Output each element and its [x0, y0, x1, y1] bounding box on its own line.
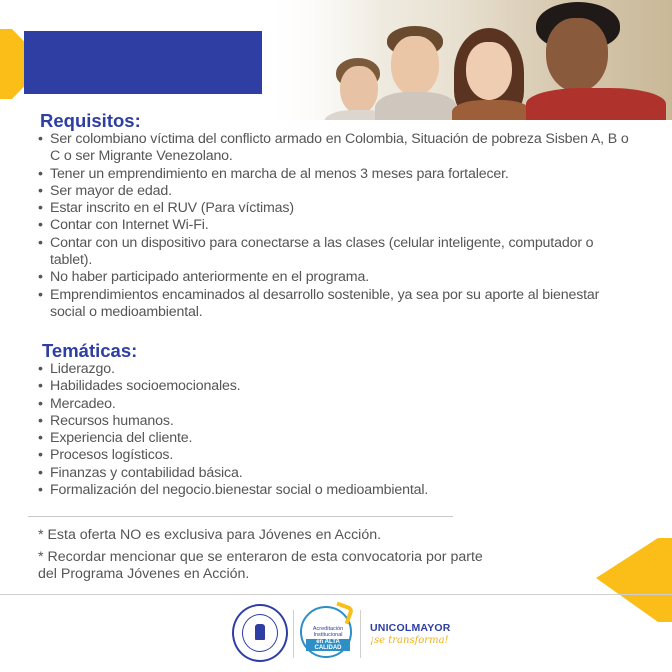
checkmark-icon [331, 601, 354, 624]
yellow-accent-left [0, 29, 12, 99]
requisitos-list [38, 131, 638, 321]
university-tagline: ¡se transforma! [370, 635, 449, 646]
logo-separator [293, 610, 294, 658]
list-item: • Procesos logísticos. [38, 447, 598, 464]
header-photo [262, 0, 672, 120]
university-logo [370, 622, 451, 646]
list-item: • Estar inscrito en el RUV (Para víctimas) [38, 200, 638, 217]
list-item: • Finanzas y contabilidad básica. [38, 465, 598, 482]
list-item: • Liderazgo. [38, 361, 598, 378]
list-item: • Tener un emprendimiento en marcha de al menos 3 meses para fortalecer. [38, 166, 638, 183]
list-item: • Emprendimientos encaminados al desarrollo sostenible, ya sea por su aporte al bienestar social o medioambiental. [38, 287, 638, 322]
requisitos-title: Requisitos: [40, 110, 141, 131]
list-item: • Formalización del negocio.bienestar social o medioambiental. [38, 482, 598, 499]
list-item: • Contar con Internet Wi-Fi. [38, 217, 638, 234]
list-item: • Recursos humanos. [38, 413, 598, 430]
accreditation-line1: Acreditación [312, 626, 344, 632]
tematicas-list [38, 361, 598, 499]
logo-separator [360, 610, 361, 658]
list-item: • Experiencia del cliente. [38, 430, 598, 447]
accreditation-line2: Institucional [313, 632, 343, 638]
list-item: • Contar con un dispositivo para conectarse a las clases (celular inteligente, computador o tablet). [38, 235, 638, 270]
tematicas-title: Temáticas: [42, 340, 138, 361]
accreditation-logo [300, 606, 352, 658]
note-exclusive: * Esta oferta NO es exclusiva para Jóvenes en Acción. [38, 527, 382, 543]
footer-logos [0, 604, 672, 664]
university-seal-logo [232, 604, 288, 662]
accreditation-line3: en ALTA CALIDAD [306, 639, 350, 651]
list-item: • No haber participado anteriormente en el programa. [38, 269, 638, 286]
divider [28, 516, 453, 517]
footer-divider [0, 594, 672, 595]
university-name: UNICOLMAYOR [370, 622, 451, 634]
note-mention: * Recordar mencionar que se enteraron de esta convocatoria por parte del Programa Jóvenes en Acción. [38, 549, 483, 583]
list-item: • Habilidades socioemocionales. [38, 378, 598, 395]
list-item: • Ser mayor de edad. [38, 183, 638, 200]
blue-banner [24, 31, 267, 94]
list-item: • Ser colombiano víctima del conflicto armado en Colombia, Situación de pobreza Sisben A, B o C o ser Migrante Venezolano. [38, 131, 638, 166]
list-item: • Mercadeo. [38, 396, 598, 413]
